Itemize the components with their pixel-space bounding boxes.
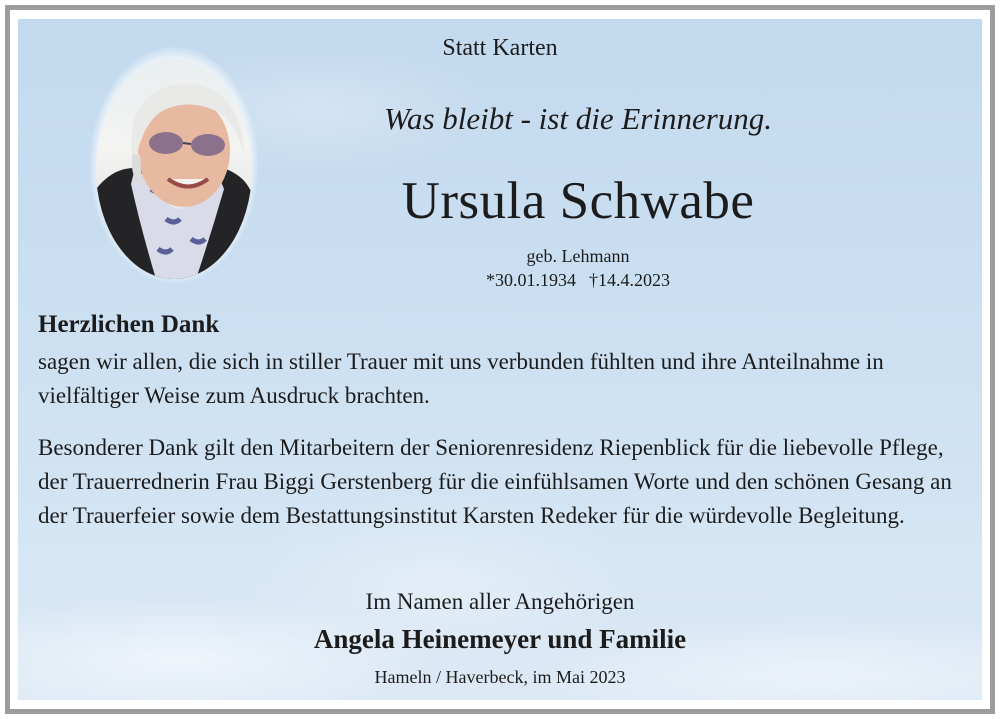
- family-signature: Angela Heinemeyer und Familie: [313, 624, 687, 654]
- thanks-paragraph: sagen wir allen, die sich in stiller Trauer mit uns verbunden fühlten und ihre Anteilnahme in vielfältiger Weise zum Ausdruck brachten.: [38, 349, 884, 408]
- birth-name: geb. Lehmann: [526, 246, 630, 266]
- motto: Was bleibt - ist die Erinnerung.: [383, 101, 773, 136]
- statt-karten-label: Statt Karten: [442, 35, 558, 61]
- place-date: Hameln / Haverbeck, im Mai 2023: [374, 667, 626, 687]
- thanks-heading: Herzlichen Dank: [38, 311, 220, 338]
- life-dates: *30.01.1934 †14.4.2023: [486, 270, 670, 290]
- on-behalf-line: Im Namen aller Angehörigen: [365, 589, 635, 614]
- deceased-name: Ursula Schwabe: [401, 172, 755, 230]
- obituary-card: [18, 19, 982, 700]
- special-thanks-paragraph: Besonderer Dank gilt den Mitarbeitern der Seniorenresidenz Riepenblick für die liebevolle Pflege, der Trauerrednerin Frau Biggi Gerstenberg für die einfühlsamen Worte und den schönen Gesang an der Trauerfeier sowie dem Bestattungsinstitut Karsten Redeker für die würdevolle Begleitung.: [38, 435, 952, 528]
